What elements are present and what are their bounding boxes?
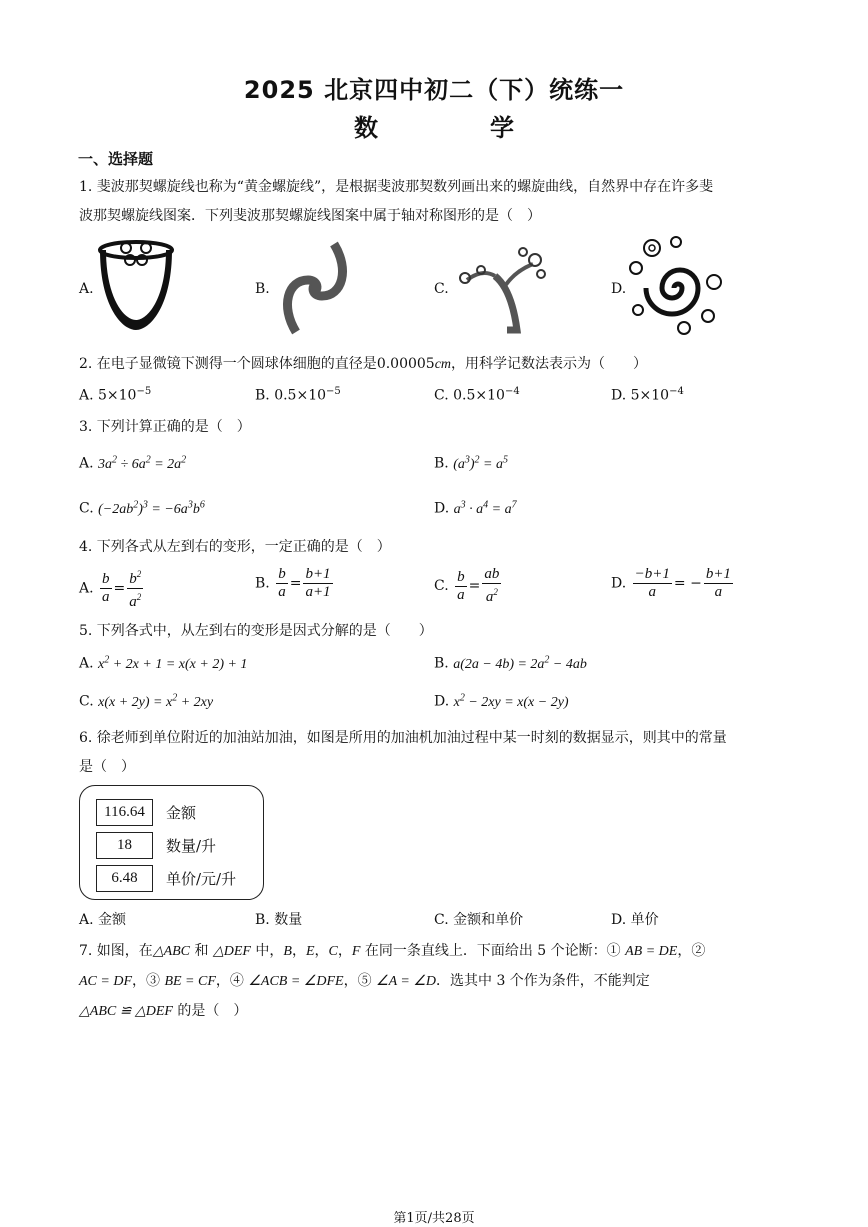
q2-option-a: A. $5\times 10^{-5}$ [79,386,152,404]
q2-option-d: D. $5\times 10^{-4}$ [611,386,684,404]
q1-figure-a [96,236,176,336]
exam-title: 2025 北京四中初二（下）统练一 [243,76,625,104]
q5-option-b: B. $a(2a - 4b) = 2a^2 - 4ab$ [434,654,587,672]
q5-option-d: D. $x^2 - 2xy = x(x - 2y)$ [434,692,569,710]
unit-price-value: 6.48 [96,865,153,892]
q4-stem: 4. 下列各式从左到右的变形，一定正确的是（ ） [79,539,391,555]
q3-option-c: C. $(-2ab^2)^3 = -6a^3b^6$ [79,499,205,517]
unit-price-label: 单价/元/升 [166,870,237,888]
q4-option-d: D. $\frac{-b+1}{a}$ = − $\frac{b+1}{a}$ [611,566,731,600]
q3-stem: 3. 下列计算正确的是（ ） [79,419,251,435]
q6-option-b: B. 数量 [255,912,303,928]
q1-option-b-label: B. [255,281,270,297]
q7-stem-line2: AC = DF，③ BE = CF，④ ∠ACB = ∠DFE，⑤ ∠A = ∠D．选其中 3 个作为条件，不能判定 [79,973,650,989]
q7-stem-line1: 7. 如图，在△ABC 和 △DEF 中，B，E，C，F 在同一条直线上．下面给出 5 个论断：① AB = DE，② [79,943,706,959]
q1-figure-d [628,234,726,338]
q6-option-d: D. 单价 [611,912,659,928]
quantity-value: 18 [96,832,153,859]
q6-option-a: A. 金额 [79,912,127,928]
q1-stem-line2: 波那契螺旋线图案．下列斐波那契螺旋线图案中属于轴对称图形的是（ ） [79,208,541,224]
q2-unit: cm [434,357,452,372]
q2-value: 0.00005 [376,356,435,372]
q1-figure-b [280,240,350,336]
q2-option-b: B. $0.5\times 10^{-5}$ [255,386,341,404]
q6-option-c: C. 金额和单价 [434,912,524,928]
section-heading: 一、选择题 [78,150,154,168]
q1-stem-line1: 1. 斐波那契螺旋线也称为“黄金螺旋线”，是根据斐波那契数列画出来的螺旋曲线，自然界中存在许多斐 [79,179,714,195]
quantity-label: 数量/升 [166,837,217,855]
amount-label: 金额 [166,804,197,822]
q3-option-b: B. $(a^3)^2 = a^5$ [434,454,508,472]
q5-option-c: C. $x(x + 2y) = x^2 + 2xy$ [79,692,214,710]
q5-stem: 5. 下列各式中，从左到右的变形是因式分解的是（ ） [79,623,433,639]
q2-option-c: C. $0.5\times 10^{-4}$ [434,386,520,404]
q1-option-a-label: A. [79,281,94,297]
q1-option-d-label: D. [611,281,627,297]
fuel-pump-display [79,785,264,900]
amount-value: 116.64 [96,799,153,826]
q3-option-d: D. $a^3 \cdot a^4 = a^7$ [434,499,517,517]
q5-option-a: A. $x^2 + 2x + 1 = x(x + 2) + 1$ [79,654,248,672]
q4-option-c: C. $\frac{b}{a}$ = $\frac{ab}{a^2}$ [434,566,500,605]
q3-option-a: A. $3a^2 \div 6a^2 = 2a^2$ [79,454,187,472]
q1-figure-c [455,240,550,335]
page-footer: 第1页/共28页 [393,1211,475,1226]
q2-stem: 2. 在电子显微镜下测得一个圆球体细胞的直径是0.00005cm，用科学记数法表示为（ ） [79,356,648,372]
q1-option-c-label: C. [434,281,449,297]
q4-option-b: B. $\frac{b}{a}$ = $\frac{b+1}{a+1}$ [255,566,331,600]
q6-stem-line1: 6. 徐老师到单位附近的加油站加油，如图是所用的加油机加油过程中某一时刻的数据显示，则其中的常量 [79,730,727,746]
q6-stem-line2: 是（ ） [79,759,135,775]
subject-title: 数 学 [354,114,558,142]
q7-stem-line3: △ABC ≌ △DEF 的是（ ） [79,1003,248,1019]
q4-option-a: A. $\frac{b}{a}$ = $\frac{b^2}{a^2}$ [79,566,145,611]
